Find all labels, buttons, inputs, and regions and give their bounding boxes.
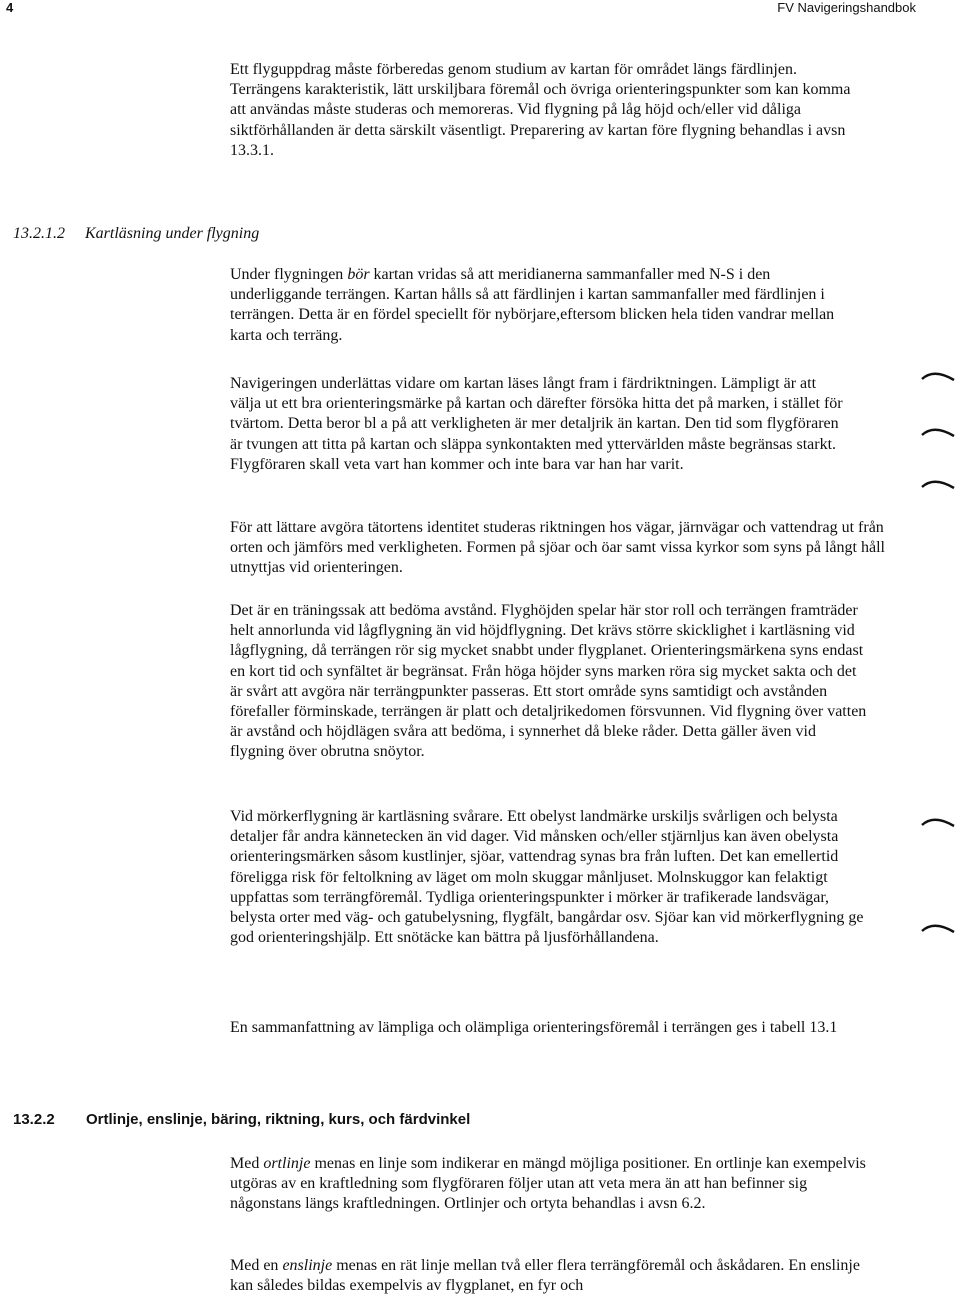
margin-mark (920, 476, 956, 490)
margin-mark (920, 424, 956, 438)
paragraph-read-ahead: Navigeringen underlättas vidare om kartan läses långt fram i färdriktningen. Lämpligt är att välja ut ett bra orienteringsmärke på kartan och därefter försöka hitta det på marken, i stället för tvärtom. Detta beror bl a på att verkligheten är mer detaljrik än kartan. Den tid som flygföraren är tvungen att titta på kartan och släppa synkontakten med yttervärlden måste begränsas starkt. Flygföraren skall veta vart han kommer och inte bara var han har varit. (230, 375, 843, 473)
paragraph-distance: Det är en träningssak att bedöma avstånd. Flyghöjden spelar här stor roll och terrängen framträder helt annorlunda vid lågflygning än vid höjdflygning. Det krävs större skicklighet i kartläsning vid lågflygning, då terrängen rör sig mycket snabbt under flygplanet. Orienteringsmärkena syns endast en kort tid och synfältet är begränsat. Från höga höjder syns marken röra sig mycket sakta och det är svårt att avgöra när terrängpunkter passeras. Ett stort område syns samtidigt och avstånden förefaller förminskade, terrängen är platt och detaljrikedomen försvunnen. Vid flygning över vatten är avstånd och höjdlägen svåra att bedöma, i synnerhet då bleke råder. Detta gäller även vid flygning över obrutna snöytor. (230, 602, 867, 761)
paragraph-enslinje: Med en enslinje menas en rät linje mellan två eller flera terrängföremål och åskådaren. En enslinje kan således bildas exempelvis av flygplanet, en fyr och (230, 1257, 860, 1295)
paragraph-town-identity: För att lättare avgöra tätortens identitet studeras riktningen hos vägar, järnvägar och vattendrag ut från orten och jämförs med verkligheten. Formen på sjöar och öar samt vissa kyrkor som syns på långt håll utnyttjas vid orienteringen. (230, 519, 885, 577)
margin-mark (920, 920, 956, 934)
emphasis-ortlinje: ortlinje (263, 1155, 311, 1172)
paragraph-map-orientation: Under flygningen bör kartan vridas så att meridianerna sammanfaller med N-S i den underliggande terrängen. Kartan hålls så att färdlinjen i kartan sammanfaller med färdlinjen i terrängen. Detta är en fördel speciellt för nybörjare,eftersom blicken hela tiden vandrar mellan karta och terräng. (230, 266, 835, 344)
running-header: FV Navigeringshandbok (777, 0, 916, 15)
section-heading-13-2-2 (13, 1111, 470, 1128)
section-number: 13.2.2 (13, 1111, 55, 1128)
section-heading-13-2-1-2 (13, 225, 259, 243)
paragraph-night-flight: Vid mörkerflygning är kartläsning svårare. Ett obelyst landmärke urskiljs svårligen och belysta detaljer får andra kännetecken än vid dager. Vid månsken och/eller stjärnljus kan även obelysta orienteringsmärken såsom kustlinjer, sjöar, vattendrag synas bra från luften. Det kan emellertid föreligga risk för feltolkning av läget om moln skuggar månljuset. Molnskuggor kan felaktigt uppfattas som terrängföremål. Tydliga orienteringspunkter i mörker är trafikerade landsvägar, belysta orter med väg- och gatubelysning, flygfält, bangårdar osv. Sjöar kan vid mörkerflygning ge god orienteringshjälp. Ett snötäcke kan bättra på ljusförhållandena. (230, 808, 864, 947)
margin-mark (920, 368, 956, 382)
paragraph-ortlinje: Med ortlinje menas en linje som indikerar en mängd möjliga positioner. En ortlinje kan exempelvis utgöras av en kraftledning som flygföraren följer utan att veta mera än att han befinner sig någonstans längs kraftledningen. Ortlinjer och ortyta behandlas i avsn 6.2. (230, 1155, 866, 1213)
section-title: Ortlinje, enslinje, bäring, riktning, kurs, och färdvinkel (86, 1111, 471, 1128)
intro-paragraph: Ett flyguppdrag måste förberedas genom studium av kartan för området längs färdlinjen. Terrängens karakteristik, lätt urskiljbara föremål och övriga orienteringspunkter som kan komma att användas måste studeras och memoreras. Vid flygning på låg höjd och/eller vid dåliga siktförhållanden är detta särskilt väsentligt. Preparering av kartan före flygning behandlas i avsn 13.3.1. (230, 61, 851, 159)
emphasis-bor: bör (347, 266, 370, 283)
margin-mark (920, 814, 956, 828)
section-number: 13.2.1.2 (13, 225, 65, 242)
page-number: 4 (6, 0, 14, 15)
paragraph-summary: En sammanfattning av lämpliga och olämpliga orienteringsföremål i terrängen ges i tabell 13.1 (230, 1019, 838, 1036)
section-title: Kartläsning under flygning (85, 225, 260, 242)
emphasis-enslinje: enslinje (282, 1257, 333, 1274)
